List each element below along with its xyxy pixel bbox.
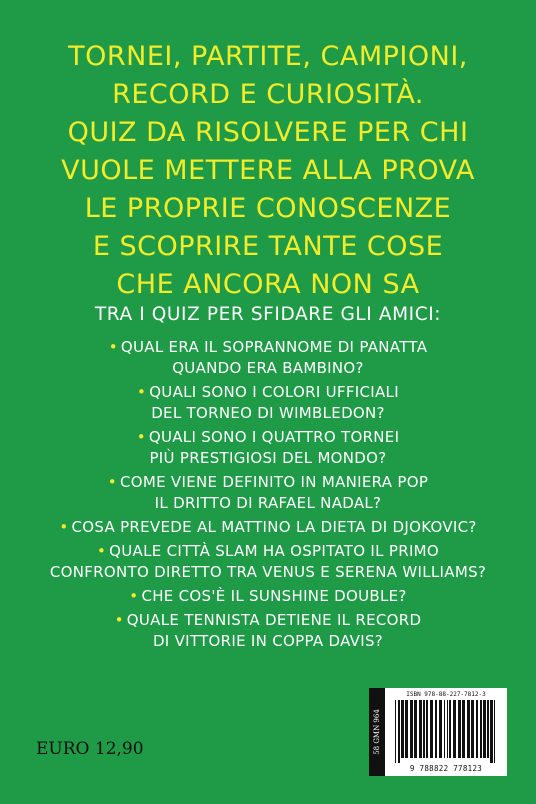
barcode-bar [410, 700, 413, 758]
headline-line: E SCOPRIRE TANTE COSE [92, 231, 444, 262]
question-line: QUAL ERA IL SOPRANNOME DI PANATTA [120, 338, 428, 356]
catalog-code: 58 GMN 964 [373, 709, 382, 755]
headline-line: QUIZ DA RISOLVERE PER CHI [67, 117, 469, 148]
bullet-icon: • [114, 611, 124, 629]
question-item [0, 337, 536, 379]
barcode-bar [449, 700, 451, 758]
catalog-code-strip [369, 688, 385, 776]
barcode-bar [401, 700, 404, 758]
bullet-icon: • [108, 338, 118, 356]
headline-line: CHE ANCORA NON SA [116, 269, 420, 300]
headline-line: TORNEI, PARTITE, CAMPIONI, [68, 41, 468, 72]
barcode-bar [447, 700, 448, 758]
barcode-bar [419, 700, 422, 758]
question-item [0, 517, 536, 538]
barcode-bar [444, 700, 445, 758]
barcode-bar [471, 700, 474, 758]
question-item [0, 586, 536, 607]
headline-line: LE PROPRIE CONOSCENZE [84, 193, 452, 224]
question-item [0, 382, 536, 424]
question-line: PIÙ PRESTIGIOSI DEL MONDO? [149, 449, 387, 467]
question-item [0, 610, 536, 652]
bullet-icon: • [96, 542, 107, 560]
barcode-bar [426, 700, 428, 758]
bullet-icon: • [59, 518, 69, 536]
ean-digits: 9 788822 778123 [409, 764, 483, 773]
barcode-bar [487, 700, 489, 758]
bullet-icon: • [136, 428, 146, 446]
barcode [385, 688, 507, 776]
headline [0, 38, 536, 304]
price-label: EURO 12,90 [36, 739, 144, 759]
barcode-bar [458, 700, 461, 758]
question-line: DI VITTORIE IN COPPA DAVIS? [152, 632, 384, 650]
question-line: QUALI SONO I COLORI UFFICIALI [149, 383, 399, 401]
bullet-icon: • [129, 587, 139, 605]
barcode-bar [462, 700, 465, 758]
question-item [0, 472, 536, 514]
barcode-bar [398, 700, 400, 763]
question-line: COSA PREVEDE AL MATTINO LA DIETA DI DJOKOVIC? [71, 518, 477, 536]
barcode-bar [490, 700, 493, 763]
barcode-bar [494, 700, 495, 763]
barcode-bar [439, 700, 442, 758]
barcode-bar [430, 700, 433, 758]
bullet-icon: • [137, 383, 147, 401]
question-item [0, 541, 536, 583]
barcode-bar [476, 700, 478, 758]
question-line: CHE COS'È IL SUNSHINE DOUBLE? [141, 587, 407, 605]
headline-line: VUOLE METTERE ALLA PROVA [61, 155, 475, 186]
question-line: COME VIENE DEFINITO IN MANIERA POP [119, 473, 429, 491]
barcode-bar [480, 700, 482, 758]
barcode-bar [414, 700, 417, 758]
question-line: QUANDO ERA BAMBINO? [172, 359, 364, 377]
barcode-bar [395, 700, 396, 763]
bullet-icon: • [107, 473, 117, 491]
barcode-bar [483, 700, 486, 758]
question-line: QUALE CITTÀ SLAM HA OSPITATO IL PRIMO [109, 542, 440, 560]
question-line: QUALI SONO I QUATTRO TORNEI [148, 428, 400, 446]
question-line: DEL TORNEO DI WIMBLEDON? [151, 404, 385, 422]
quiz-intro: TRA I QUIZ PER SFIDARE GLI AMICI: [94, 304, 442, 325]
question-line: QUALE TENNISTA DETIENE IL RECORD [126, 611, 422, 629]
isbn-label: ISBN 978-88-227-7812-3 [406, 691, 486, 698]
barcode-bar [453, 700, 456, 758]
question-line: CONFRONTO DIRETTO TRA VENUS E SERENA WILLIAMS? [49, 563, 487, 581]
barcode-bar [435, 700, 437, 758]
question-item [0, 427, 536, 469]
question-list [0, 337, 536, 655]
barcode-bar [423, 700, 425, 758]
barcode-bars [395, 700, 497, 763]
question-line: IL DRITTO DI RAFAEL NADAL? [154, 494, 382, 512]
barcode-bar [467, 700, 470, 758]
barcode-bar [405, 700, 408, 758]
headline-line: RECORD E CURIOSITÀ. [112, 79, 424, 110]
